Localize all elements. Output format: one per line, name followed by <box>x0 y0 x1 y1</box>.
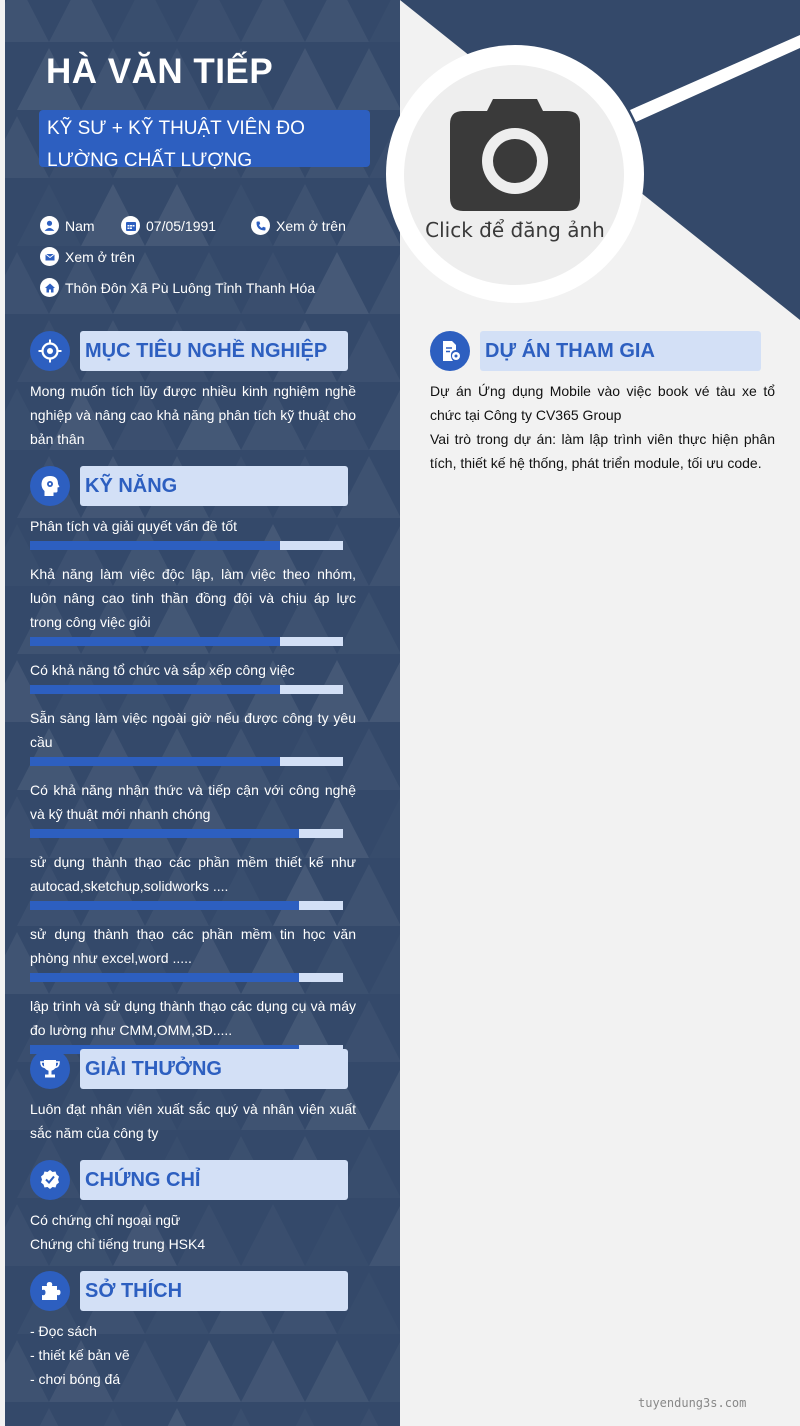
pattern-triangle <box>273 1408 337 1426</box>
pattern-triangle <box>369 1068 400 1130</box>
calendar-icon <box>121 216 140 235</box>
pattern-triangle <box>49 0 113 42</box>
phone-value: Xem ở trên <box>276 217 346 234</box>
pattern-triangle <box>241 0 305 42</box>
address-value: Thôn Đôn Xã Pù Luông Tỉnh Thanh Hóa <box>65 279 316 296</box>
certificate-item: Có chứng chỉ ngoại ngữ <box>30 1212 181 1228</box>
address-row <box>40 278 315 297</box>
pattern-triangle <box>145 184 209 246</box>
skill-level-bar <box>30 973 343 982</box>
candidate-title: KỸ SƯ + KỸ THUẬT VIÊN ĐO LƯỜNG CHẤT LƯỢNG <box>39 110 370 167</box>
skill-level-fill <box>30 757 280 766</box>
skills-header <box>30 466 348 506</box>
pattern-triangle <box>81 184 145 246</box>
objective-title: MỤC TIÊU NGHỀ NGHIỆP <box>80 331 348 371</box>
phone-icon <box>251 216 270 235</box>
pattern-triangle <box>5 0 49 42</box>
skill-label: Phân tích và giải quyết vấn đề tốt <box>30 518 238 534</box>
pattern-triangle <box>369 932 400 994</box>
pattern-triangle <box>209 184 273 246</box>
camera-icon[interactable] <box>449 97 581 212</box>
pattern-triangle <box>273 48 337 110</box>
pattern-triangle <box>81 1408 145 1426</box>
pattern-triangle <box>209 1408 273 1426</box>
skill-label: Khả năng làm việc độc lập, làm việc theo nhóm, luôn nâng cao tinh thần đồng đội và chịu áp lực trong công việc giỏi <box>30 566 356 630</box>
skill-label: sử dụng thành thạo các phần mềm thiết kế như autocad,sketchup,solidworks .... <box>30 854 356 894</box>
candidate-name: HÀ VĂN TIẾP <box>46 52 274 91</box>
gender-row <box>40 216 95 235</box>
pattern-triangle <box>369 660 400 722</box>
head-gear-icon <box>30 466 70 506</box>
skill-level-bar <box>30 541 343 550</box>
awards-text: Luôn đạt nhân viên xuất sắc quý và nhân viên xuất sắc năm của công ty <box>30 1101 356 1141</box>
skill-level-bar <box>30 685 343 694</box>
phone-row <box>251 216 346 235</box>
trophy-icon <box>30 1049 70 1089</box>
puzzle-icon <box>30 1271 70 1311</box>
certificate-item: Chứng chỉ tiếng trung HSK4 <box>30 1236 206 1252</box>
pattern-triangle <box>369 252 400 314</box>
pattern-triangle <box>369 1340 400 1402</box>
skill-level-bar <box>30 637 343 646</box>
pattern-triangle <box>177 0 241 42</box>
user-icon <box>40 216 59 235</box>
email-row <box>40 247 135 266</box>
gender-value: Nam <box>65 217 95 234</box>
home-icon <box>40 278 59 297</box>
target-icon <box>30 331 70 371</box>
pattern-triangle <box>273 184 337 246</box>
watermark: tuyendung3s.com <box>638 1396 747 1410</box>
document-gear-icon <box>430 331 470 371</box>
envelope-icon <box>40 247 59 266</box>
skill-level-fill <box>30 829 299 838</box>
pattern-triangle <box>369 796 400 858</box>
objective-text: Mong muốn tích lũy được nhiều kinh nghiệm nghề nghiệp và nâng cao khả năng phân tích kỹ thuật cho bản thân <box>30 383 356 447</box>
skill-level-fill <box>30 541 280 550</box>
hobby-item: - Đọc sách <box>30 1323 97 1339</box>
awards-title: GIẢI THƯỞNG <box>80 1049 348 1089</box>
awards-header <box>30 1049 348 1089</box>
email-value: Xem ở trên <box>65 248 135 265</box>
hobbies-header <box>30 1271 348 1311</box>
left-column <box>5 0 400 1426</box>
projects-title: DỰ ÁN THAM GIA <box>480 331 761 371</box>
dob-value: 07/05/1991 <box>146 217 217 234</box>
projects-header <box>430 331 761 371</box>
hobby-item: - thiết kế bản vẽ <box>30 1347 130 1363</box>
pattern-triangle <box>369 1204 400 1266</box>
skill-label: Sẵn sàng làm việc ngoài giờ nếu được công ty yêu cầu <box>30 710 356 750</box>
skill-label: sử dụng thành thạo các phần mềm tin học văn phòng như excel,word ..... <box>30 926 356 966</box>
pattern-triangle <box>369 0 400 42</box>
hobbies-title: SỞ THÍCH <box>80 1271 348 1311</box>
skill-level-fill <box>30 685 280 694</box>
pattern-triangle <box>305 0 369 42</box>
skill-level-fill <box>30 901 299 910</box>
badge-check-icon <box>30 1160 70 1200</box>
pattern-triangle <box>369 524 400 586</box>
skill-level-fill <box>30 973 299 982</box>
skill-level-bar <box>30 829 343 838</box>
photo-upload-caption[interactable]: Click để đăng ảnh <box>425 218 605 242</box>
pattern-triangle <box>369 388 400 450</box>
certificates-title: CHỨNG CHỈ <box>80 1160 348 1200</box>
certificates-header <box>30 1160 348 1200</box>
skill-label: lập trình và sử dụng thành thạo các dụng cụ và máy đo lường như CMM,OMM,3D..... <box>30 998 356 1038</box>
skill-label: Có khả năng tổ chức và sắp xếp công việc <box>30 662 295 678</box>
skills-title: KỸ NĂNG <box>80 466 348 506</box>
projects-text: Dự án Ứng dụng Mobile vào việc book vé tàu xe tổ chức tại Công ty CV365 Group Vai trò trong dự án: làm lập trình viên thực hiện phân tích, thiết kế hệ thống, phát triển module, tối ưu code. <box>430 383 775 471</box>
skill-level-bar <box>30 901 343 910</box>
dob-row <box>121 216 216 235</box>
pattern-triangle <box>145 1408 209 1426</box>
pattern-triangle <box>337 1408 400 1426</box>
skill-level-fill <box>30 637 280 646</box>
skill-label: Có khả năng nhận thức và tiếp cận với công nghệ và kỹ thuật mới nhanh chóng <box>30 782 356 822</box>
objective-header <box>30 331 348 371</box>
skill-level-bar <box>30 757 343 766</box>
pattern-triangle <box>17 184 81 246</box>
pattern-triangle <box>113 0 177 42</box>
pattern-triangle <box>17 1408 81 1426</box>
hobby-item: - chơi bóng đá <box>30 1371 121 1387</box>
pattern-triangle <box>337 48 400 110</box>
